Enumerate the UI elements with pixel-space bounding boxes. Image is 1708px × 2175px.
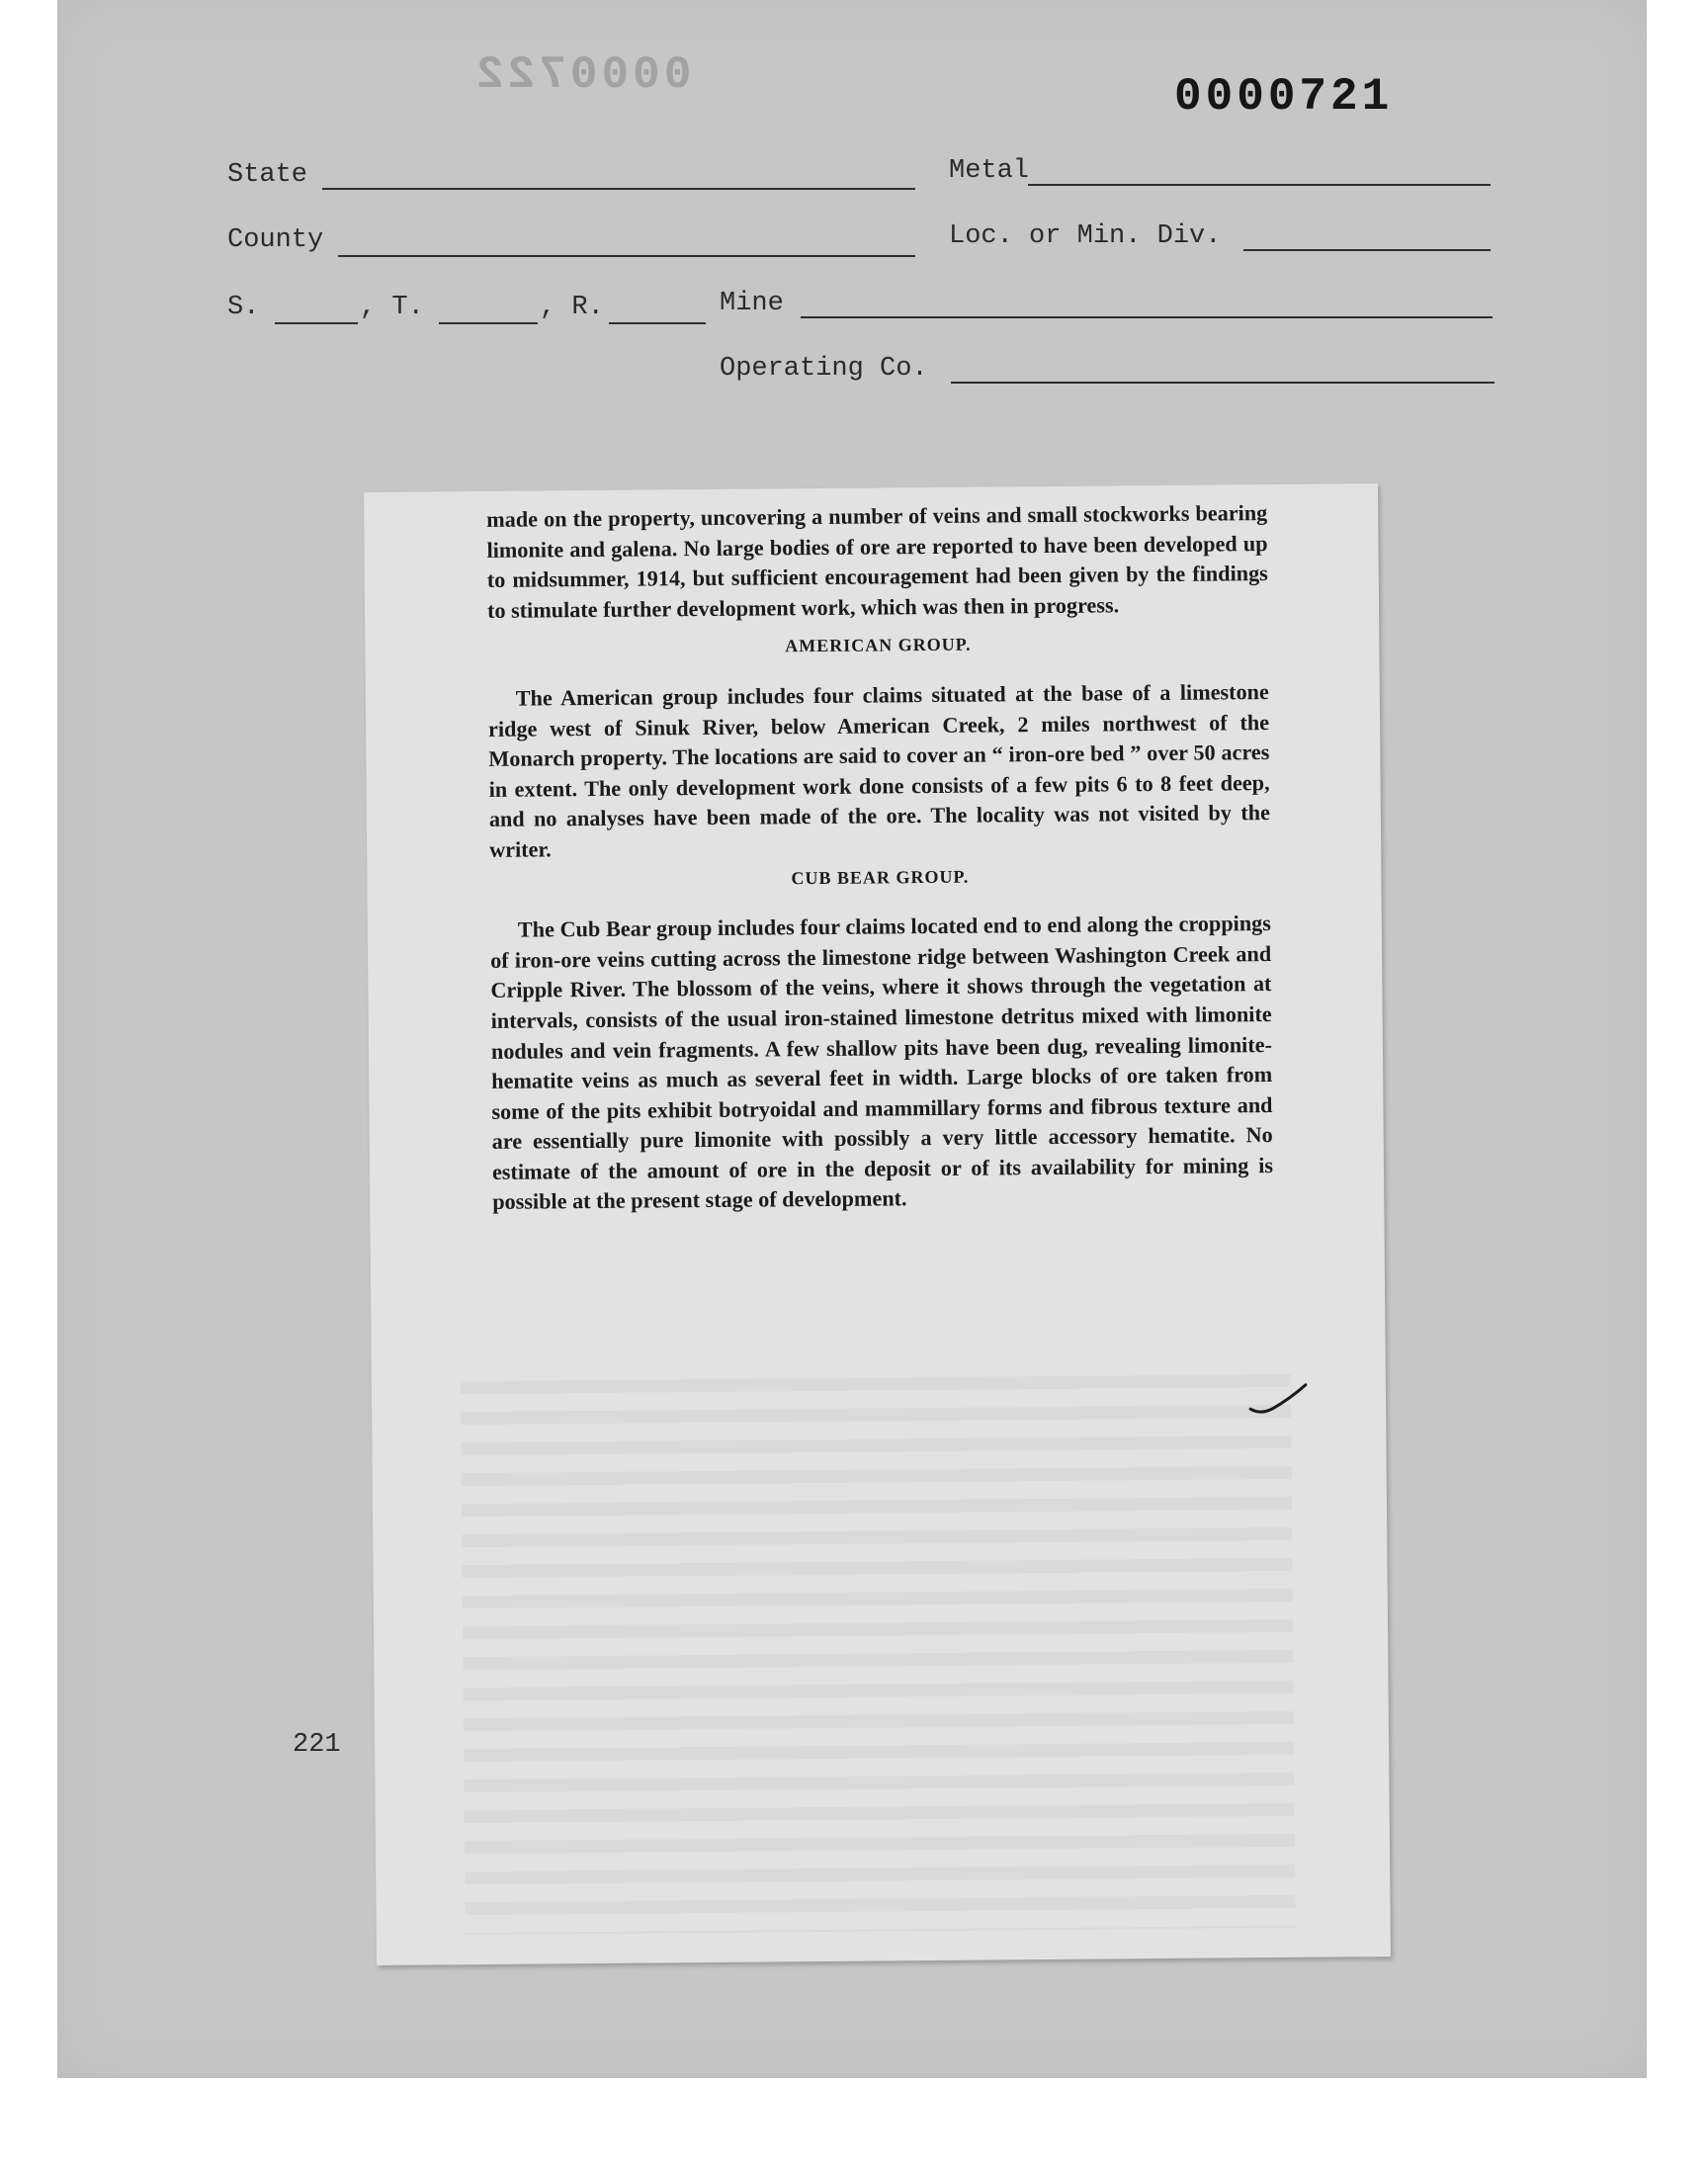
- section-label: S.: [227, 293, 260, 322]
- document-number: 0000721: [1174, 71, 1394, 123]
- loc-field-line: [1243, 249, 1491, 251]
- american-group-heading: AMERICAN GROUP.: [785, 635, 972, 656]
- cub-bear-group-paragraph: The Cub Bear group includes four claims located end to end along the croppings of iron-ore veins cutting across the limestone ridge between Washington Creek and Cripple River. The blossom of the veins, where it shows through the vegetation at intervals, consists of the usual iron-stained limestone detritus mixed with limonite nodules and vein fragments. A few shallow pits have been dug, revealing limonite-hematite veins as much as several feet in width. Large blocks of ore taken from some of the pits exhibit botryoidal and mammillary forms and fibrous texture and are essentially pure limonite with possibly a very little accessory hematite. No estimate of the amount of ore in the deposit or of its availability for mining is possible at the present stage of development.: [490, 911, 1274, 1215]
- page-number: 221: [293, 1730, 341, 1760]
- metal-label: Metal: [949, 156, 1030, 186]
- pasted-clipping: [364, 483, 1391, 1965]
- mine-label: Mine: [720, 289, 784, 318]
- operating-co-field-line: [951, 382, 1494, 384]
- show-through-text: [461, 1374, 1296, 1935]
- section-field-line: [275, 322, 358, 324]
- mine-field-line: [801, 316, 1493, 318]
- range-field-line: [609, 322, 706, 324]
- operating-co-label: Operating Co.: [720, 354, 928, 384]
- check-mark-icon: [1246, 1379, 1310, 1420]
- county-label: County: [227, 225, 324, 255]
- state-label: State: [227, 160, 308, 190]
- cub-bear-group-heading: CUB BEAR GROUP.: [791, 866, 970, 888]
- loc-or-min-div-label: Loc. or Min. Div.: [949, 221, 1222, 251]
- township-label: , T.: [360, 293, 424, 322]
- township-field-line: [439, 322, 538, 324]
- county-field-line: [338, 255, 915, 257]
- range-label: , R.: [540, 293, 604, 322]
- clipping-text: [486, 498, 1273, 1218]
- american-group-paragraph: The American group includes four claims situated at the base of a limestone ridge west of Sinuk River, below American Creek, 2 miles northwest of the Monarch property. The locations are said to cover an “ iron-ore bed ” over 50 acres in extent. The only development work done consists of a few pits 6 to 8 feet deep, and no analyses have been made of the ore. The locality was not visited by the writer.: [487, 678, 1270, 862]
- metal-field-line: [1028, 184, 1491, 186]
- bleed-through-number: 0000722: [472, 49, 692, 101]
- intro-paragraph: made on the property, uncovering a number of veins and small stockworks bearing limonite and galena. No large bodies of ore are reported to have been developed up to midsummer, 1914, but sufficient encouragement had been given by the findings to stimulate further development work, which was then in progress.: [486, 500, 1268, 623]
- state-field-line: [322, 188, 915, 190]
